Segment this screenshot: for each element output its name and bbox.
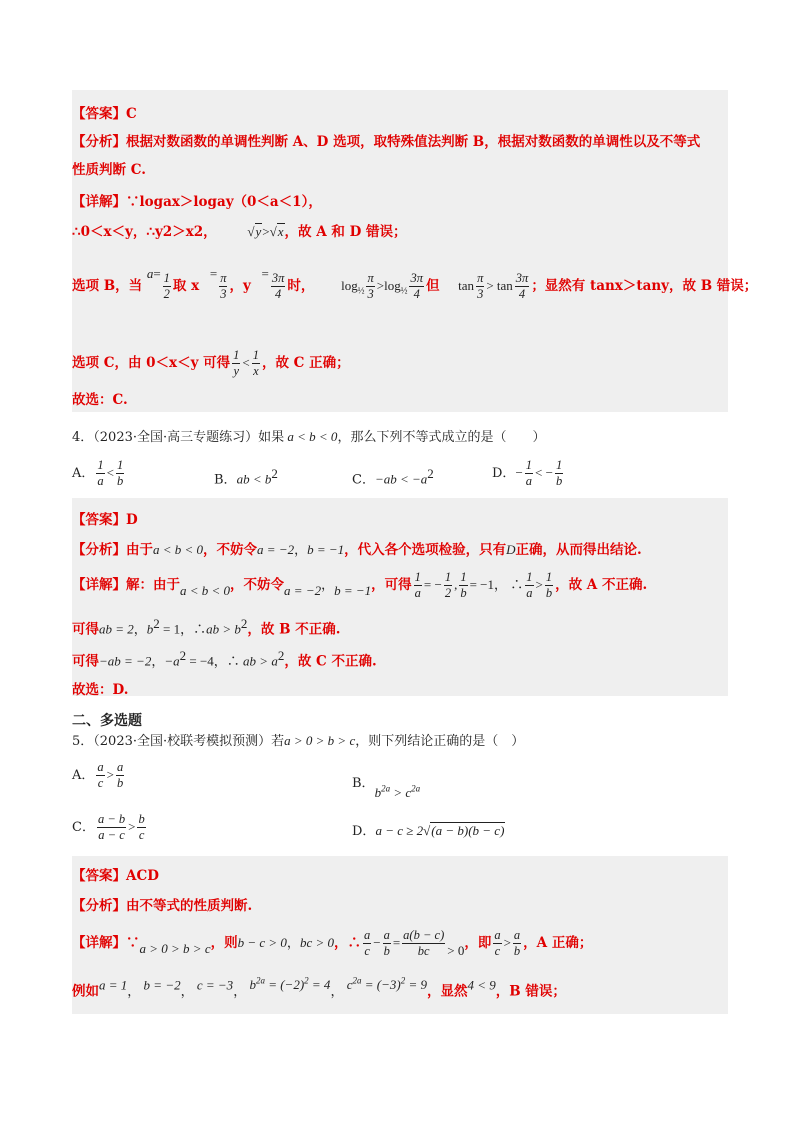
detail-text: ，故 C 正确； <box>261 355 350 371</box>
detail-line-3: 可得−ab = −2，$-a^2 = -4$，∴ ab > $a^2$，故 C 不正确. <box>72 648 377 670</box>
detail-line-1: 【详解】解：由于a < b < 0，不妨令a = −2，b = −1，可得 $\frac{1}{a}$ = − $\frac{1}{2}$ , $\frac{1}{b}$ = −1， ∴ $\frac{1}{a}$ > $\frac{1}{b}$ ，故 A 不正确. <box>72 570 648 600</box>
math-sqrt-inequality: √y>√x <box>247 224 284 239</box>
math-frac: $\frac{1}{x}$ <box>252 348 259 378</box>
detail-text: 可得 <box>72 653 99 670</box>
analysis-tag: 【分析】 <box>72 898 126 914</box>
detail-text: 选项 B，当 <box>72 278 143 294</box>
math-tan-inequality: tan <box>458 278 475 293</box>
analysis-text: ，代入各个选项检验，只有 <box>344 542 507 558</box>
answer-line <box>72 508 138 528</box>
analysis-line-2: 性质判断 C. <box>72 162 146 178</box>
detail-text: 选项 C，由 0＜x＜y 可得 <box>72 355 231 371</box>
analysis-text: 根据对数函数的单调性判断 A、D 选项，取特殊值法判断 B，根据对数函数的单调性以及不等式 <box>126 134 701 150</box>
analysis-line-1 <box>72 130 700 150</box>
analysis-text: 由于 <box>126 542 153 558</box>
question-text: ，那么下列不等式成立的是（ ） <box>337 430 546 445</box>
detail-text: ，可得 <box>371 577 412 593</box>
analysis-tag: 【分析】 <box>72 542 126 558</box>
detail-line-2 <box>72 220 407 240</box>
analysis-text: ，不妨令 <box>203 542 258 558</box>
answer-tag: 【答案】 <box>72 106 126 122</box>
analysis-text: 正确，从而得出结论. <box>515 542 642 558</box>
question-text: ，则下列结论正确的是（ ） <box>355 734 525 749</box>
detail-text: ，则 <box>210 935 238 951</box>
question-text: （2023·全国·校联考模拟预测）若 <box>93 734 285 749</box>
option-b[interactable]: B．ab < $b^2$ <box>214 466 278 488</box>
detail-text: 时， <box>287 278 315 294</box>
detail-text: ，显然 <box>426 983 468 1000</box>
option-label: A． <box>72 768 95 783</box>
detail-text: ，故 A 不正确. <box>555 577 648 593</box>
option-label: A． <box>72 466 95 481</box>
math-condition: a > 0 > b > c <box>284 733 356 748</box>
math-condition: a < b < 0 <box>284 429 338 444</box>
detail-line-1 <box>72 190 322 210</box>
option-d[interactable]: D．a − c ≥ 2√(a − b)(b − c) <box>352 823 505 839</box>
question-number: 4． <box>72 430 94 445</box>
solution-box-q3 <box>72 90 758 412</box>
math-a-value: a <box>146 266 154 281</box>
detail-text: 可得 <box>72 621 99 638</box>
option-d[interactable]: D．− $\frac{1}{a}$ < − $\frac{1}{b}$ <box>492 458 563 488</box>
option-label: C． <box>352 472 375 488</box>
solution-box-q5 <box>72 856 728 1014</box>
detail-text: 但 <box>425 278 440 294</box>
question-number: 5． <box>72 734 94 749</box>
option-a[interactable]: A． $\frac{a}{c}$ > $\frac{a}{b}$ <box>72 760 124 790</box>
analysis-line <box>72 894 252 914</box>
question-5-stem <box>72 730 524 749</box>
answer-value: C <box>126 106 137 122</box>
answer-tag: 【答案】 <box>72 868 126 884</box>
detail-line-4: 选项 C，由 0＜x＜y 可得 $\frac{1}{y}$ < $\frac{1}{x}$ ，故 C 正确； <box>72 348 350 378</box>
detail-text: ，A 正确； <box>523 935 593 951</box>
detail-line-2: 例如a = 1， b = −2， c = −3， $b^{2a} = (-2)^2 = 4$， $c^{2a} = (-3)^2 = 9$，显然4 < 9，B 错误； <box>72 976 566 1000</box>
answer-value: ACD <box>126 868 159 884</box>
option-label: B． <box>214 472 237 488</box>
detail-text: ，故 A 和 D 错误； <box>284 224 407 240</box>
detail-text: ，故 C 不正确. <box>284 653 377 670</box>
option-c[interactable]: C． $\frac{a - b}{a - c}$ > $\frac{b}{c}$ <box>72 812 145 842</box>
analysis-line: 【分析】由于a < b < 0，不妨令a = −2，b = −1，代入各个选项检验，只有D正确，从而得出结论. <box>72 542 642 558</box>
option-c[interactable]: C．$-ab < -a^2$ <box>352 466 434 488</box>
detail-text: ∵ <box>126 935 140 951</box>
analysis-text: 由不等式的性质判断. <box>126 898 253 914</box>
option-label: D． <box>492 466 516 481</box>
detail-text: ，不妨令 <box>230 577 285 593</box>
detail-text: ，y <box>229 278 251 294</box>
answer-line <box>72 102 137 122</box>
analysis-tag: 【分析】 <box>72 134 126 150</box>
option-label: C． <box>72 820 95 835</box>
question-4-stem <box>72 426 545 445</box>
section-heading: 二、多选题 <box>72 713 142 729</box>
detail-text: ，B 错误； <box>495 983 566 1000</box>
answer-line <box>72 864 159 884</box>
math-frac: $\frac{1}{y}$ <box>233 348 240 378</box>
answer-value: D <box>126 512 138 528</box>
detail-text: ；显然有 tanx＞tany，故 B 错误； <box>531 278 758 294</box>
detail-line-1: 【详解】∵a > 0 > b > c，则b − c > 0，bc > 0，∴ $\frac{a}{c}$ − $\frac{a}{b}$ = $\frac{a(b - c)}{bc}$ > 0，即 $\frac{a}{c}$ > $\frac{a}{b}$ ，A 正确； <box>72 928 593 958</box>
detail-tag: 【详解】 <box>72 935 126 951</box>
option-label: D． <box>352 824 376 839</box>
option-b[interactable]: B．$b^{2a} > c^{2a}$ <box>352 776 421 800</box>
detail-tag: 【详解】 <box>72 194 126 210</box>
detail-text: ，故 B 不正确. <box>247 621 341 638</box>
question-text: （2023·全国·高三专题练习）如果 <box>93 430 285 445</box>
detail-text: 取 x <box>172 278 200 294</box>
option-label: B． <box>352 776 375 791</box>
math-log-inequality: $\log_{\frac{1}{2}}$ <box>341 278 365 296</box>
conclusion-line: 故选：D. <box>72 682 129 698</box>
detail-text: ∵logax＞logay（0＜a＜1）， <box>126 194 322 210</box>
conclusion-line: 故选：C. <box>72 392 128 408</box>
detail-tag: 【详解】 <box>72 577 126 593</box>
solution-box-q4 <box>72 498 728 696</box>
answer-tag: 【答案】 <box>72 512 126 528</box>
math-frac: $\frac{3\pi}{4}$ <box>271 271 285 301</box>
detail-text: ∴0＜x＜y，∴y2＞x2， <box>72 224 217 240</box>
detail-text: 例如 <box>72 983 99 1000</box>
detail-text: ，即 <box>464 935 492 951</box>
detail-line-3: 选项 B，当 a= $\frac{1}{2}$ 取 x = $\frac{\pi}{3}$ ，y = $\frac{3\pi}{4}$ 时， $\log_{\frac{1}{2}}$ $\frac{\pi}{3}$ $>\log_{\frac{1}{2}}$ $\frac{3\pi}{4}$ 但 tan $\frac{\pi}{3}$ > tan $\frac{3\pi}{4}$ ；显然有 tanx＞tany，故 B 错误； <box>72 266 758 301</box>
math-frac: $\frac{\pi}{3}$ <box>220 271 227 301</box>
detail-text: ，∴ <box>333 935 361 951</box>
option-a[interactable]: A． $\frac{1}{a}$ < $\frac{1}{b}$ <box>72 458 124 488</box>
math-frac: $\frac{1}{2}$ <box>163 271 170 301</box>
detail-text: 解：由于 <box>126 577 180 593</box>
detail-line-2: 可得ab = 2，$b^2 = 1$，∴ab > $b^2$，故 B 不正确. <box>72 616 341 638</box>
